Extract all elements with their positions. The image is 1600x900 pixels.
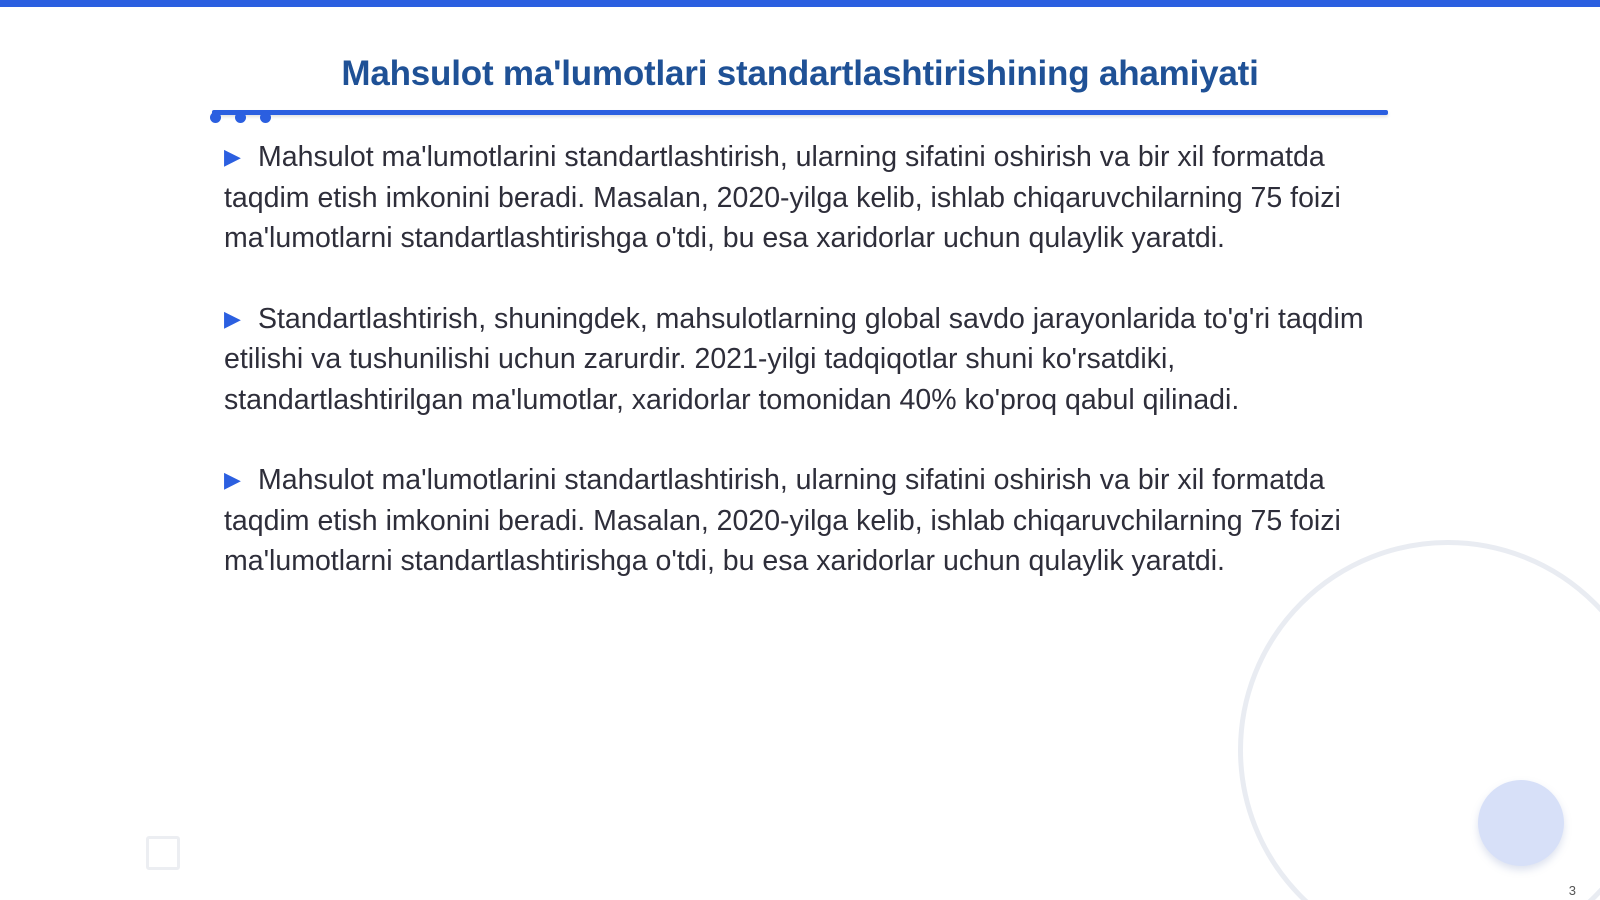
decorative-dot [260, 112, 271, 123]
decorative-circle-filled [1478, 780, 1564, 866]
slide-title: Mahsulot ma'lumotlari standartlashtirishining ahamiyati [341, 54, 1259, 93]
decorative-dot [235, 112, 246, 123]
title-underline [212, 110, 1388, 115]
bullet-item [224, 460, 1384, 582]
bullet-list [224, 137, 1384, 622]
bullet-text: Mahsulot ma'lumotlarini standartlashtirish, ularning sifatini oshirish va bir xil formatda taqdim etish imkonini beradi. Masalan, 2020-yilga kelib, ishlab chiqaruvchilarning 75 foizi ma'lumotlarni standartlashtirishga o'tdi, bu esa xaridorlar uchun qulaylik yaratdi. [224, 464, 1341, 577]
decorative-square [146, 836, 180, 870]
page-number: 3 [1568, 883, 1576, 898]
bullet-arrow-icon: ▶ [224, 305, 241, 331]
top-accent-bar [0, 0, 1600, 7]
bullet-item [224, 137, 1384, 259]
bullet-text: Standartlashtirish, shuningdek, mahsulotlarning global savdo jarayonlarida to'g'ri taqdim etilishi va tushunilishi uchun zarurdir. 2021-yilgi tadqiqotlar shuni ko'rsatdiki, standartlashtirilgan ma'lumotlar, xaridorlar tomonidan 40% ko'proq qabul qilinadi. [224, 302, 1364, 416]
bullet-arrow-icon: ▶ [224, 144, 241, 169]
bullet-item [224, 299, 1384, 421]
decorative-dot [210, 112, 221, 123]
bullet-arrow-icon: ▶ [224, 467, 241, 492]
bullet-text: Mahsulot ma'lumotlarini standartlashtirish, ularning sifatini oshirish va bir xil formatda taqdim etish imkonini beradi. Masalan, 2020-yilga kelib, ishlab chiqaruvchilarning 75 foizi ma'lumotlarni standartlashtirishga o'tdi, bu esa xaridorlar uchun qulaylik yaratdi. [224, 141, 1341, 254]
